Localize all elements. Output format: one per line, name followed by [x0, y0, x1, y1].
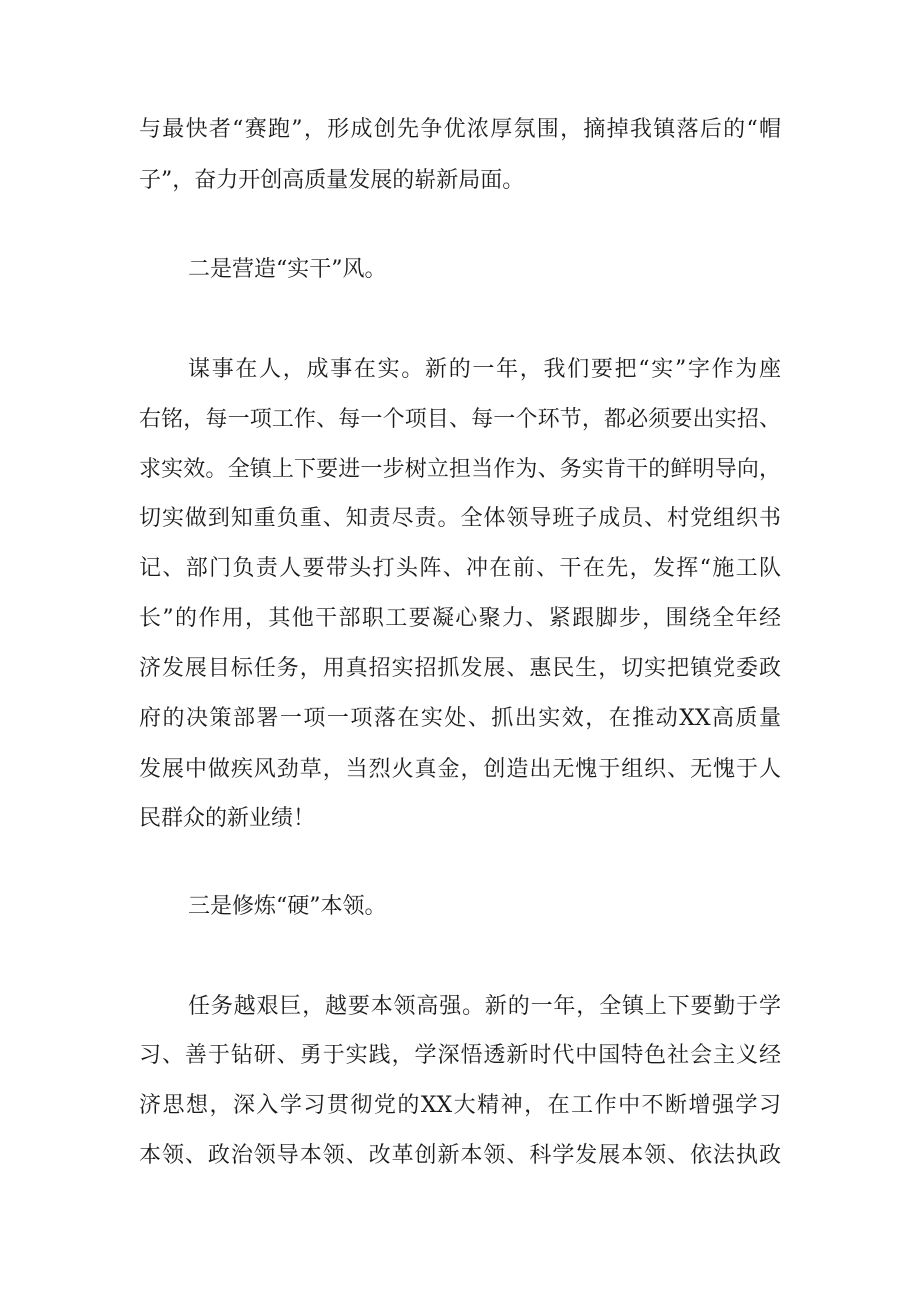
text-line: 府的决策部署一项一项落在实处、抓出实效，在推动XX高质量 — [139, 706, 781, 731]
text-line: 子”，奋力开创高质量发展的崭新局面。 — [139, 168, 525, 193]
section-heading: 二是营造“实干”风。 — [188, 257, 387, 282]
text-line: 习、善于钻研、勇于实践，学深悟透新时代中国特色社会主义经 — [139, 1043, 781, 1068]
text-line: 济思想，深入学习贯彻党的XX大精神，在工作中不断增强学习 — [139, 1093, 781, 1118]
text-line: 求实效。全镇上下要进一步树立担当作为、务实肯干的鲜明导向， — [139, 457, 781, 482]
text-line: 与最快者“赛跑”，形成创先争优浓厚氛围，摘掉我镇落后的“帽 — [139, 117, 781, 142]
text-line: 发展中做疾风劲草，当烈火真金，创造出无愧于组织、无愧于人 — [139, 757, 781, 782]
text-line: 民群众的新业绩！ — [139, 806, 316, 831]
text-line: 记、部门负责人要带头打头阵、冲在前、干在先，发挥“施工队 — [139, 556, 781, 581]
section-heading: 三是修炼“硬”本领。 — [188, 894, 387, 919]
text-line: 本领、政治领导本领、改革创新本领、科学发展本领、依法执政 — [139, 1143, 781, 1168]
text-line: 任务越艰巨，越要本领高强。新的一年，全镇上下要勤于学 — [188, 994, 781, 1019]
text-line: 右铭，每一项工作、每一个项目、每一个环节，都必须要出实招、 — [139, 407, 781, 432]
text-line: 谋事在人，成事在实。新的一年，我们要把“实”字作为座 — [188, 357, 781, 382]
text-line: 济发展目标任务，用真招实招抓发展、惠民生，切实把镇党委政 — [139, 656, 781, 681]
text-line: 切实做到知重负重、知责尽责。全体领导班子成员、村党组织书 — [139, 506, 781, 531]
text-line: 长”的作用，其他干部职工要凝心聚力、紧跟脚步，围绕全年经 — [139, 606, 781, 631]
